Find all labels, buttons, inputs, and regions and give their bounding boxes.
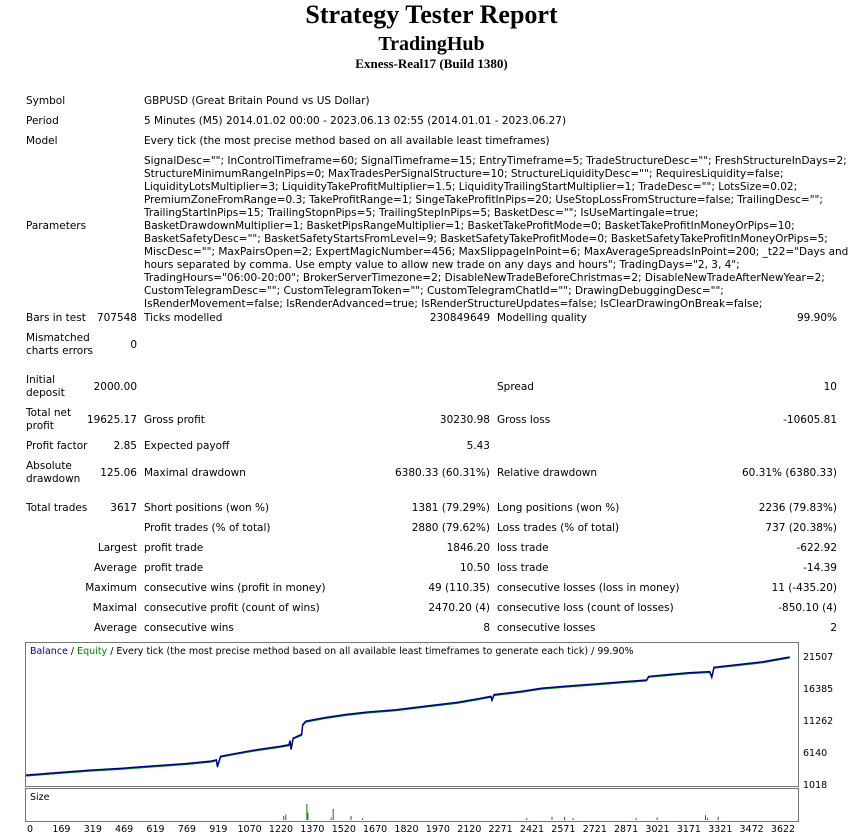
trades-label: Total trades — [26, 502, 88, 514]
size-chart-svg — [26, 789, 798, 821]
x-tick-18: 2721 — [582, 824, 607, 835]
period-value: 5 Minutes (M5) 2014.01.02 00:00 - 2023.06.13 02:55 (2014.01.01 - 2023.06.27) — [144, 115, 567, 127]
symbol-label: Symbol — [26, 95, 66, 107]
reldd-value: 60.31% (6380.33) — [742, 467, 837, 479]
x-tick-16: 2421 — [519, 824, 545, 835]
x-tick-17: 2571 — [551, 824, 576, 835]
y-tick-0: 21507 — [803, 652, 834, 663]
model-label: Model — [26, 135, 58, 147]
size-chart — [25, 788, 799, 822]
grossloss-label: Gross loss — [497, 414, 551, 426]
lt-label: Loss trades (% of total) — [497, 522, 620, 534]
average-label: Average — [93, 562, 137, 574]
mcp-label: consecutive profit (count of wins) — [144, 602, 320, 614]
alt-value: -14.39 — [803, 562, 837, 574]
lpt-label: profit trade — [144, 542, 204, 554]
x-tick-13: 1970 — [425, 824, 450, 835]
lpt-value: 1846.20 — [446, 542, 490, 554]
pf-value: 2.85 — [113, 440, 137, 452]
absdd-label-line1: Absolute — [26, 460, 72, 472]
legend-equity: Equity — [77, 646, 108, 657]
x-tick-11: 1670 — [363, 824, 388, 835]
absdd-value: 125.06 — [100, 467, 137, 479]
x-tick-24: 3622 — [770, 824, 796, 835]
netprofit-value: 19625.17 — [86, 414, 137, 426]
largest-label: Largest — [97, 542, 137, 554]
pt-value: 2880 (79.62%) — [411, 522, 490, 534]
mclc-value: -850.10 (4) — [778, 602, 837, 614]
short-label: Short positions (won %) — [144, 502, 270, 514]
report-title: Strategy Tester Report — [305, 0, 558, 29]
short-value: 1381 (79.29%) — [411, 502, 490, 514]
netprofit-label-line1: Total net — [26, 407, 72, 419]
expert-name: TradingHub — [378, 33, 485, 55]
grossprofit-value: 30230.98 — [439, 414, 490, 426]
average2-label: Average — [93, 622, 137, 634]
acl-value: 2 — [830, 622, 837, 634]
ticks-value: 230849649 — [429, 312, 490, 324]
ep-label: Expected payoff — [144, 440, 230, 452]
y-tick-2: 11262 — [803, 716, 834, 727]
mismatch-label-line1: Mismatched — [26, 332, 90, 344]
legend-description: / Every tick (the most precise method based on all available least timeframes to generate each tick) / 99.90% — [107, 646, 634, 657]
server-build: Exness-Real17 (Build 1380) — [355, 56, 508, 71]
x-tick-4: 619 — [146, 824, 165, 835]
acw-value: 8 — [483, 622, 490, 634]
mcp-value: 2470.20 (4) — [428, 602, 490, 614]
long-label: Long positions (won %) — [497, 502, 620, 514]
x-tick-10: 1520 — [331, 824, 356, 835]
maxdd-label: Maximal drawdown — [144, 467, 246, 479]
maximal-label: Maximal — [92, 602, 137, 614]
x-tick-22: 3321 — [708, 824, 733, 835]
long-value: 2236 (79.83%) — [758, 502, 837, 514]
x-tick-15: 2271 — [488, 824, 513, 835]
mcw-value: 49 (110.35) — [428, 582, 490, 594]
size-label: Size — [30, 792, 50, 803]
quality-label: Modelling quality — [497, 312, 587, 324]
mclc-label: consecutive loss (count of losses) — [497, 602, 674, 614]
alt-label: loss trade — [497, 562, 549, 574]
period-label: Period — [26, 115, 59, 127]
llt-label: loss trade — [497, 542, 549, 554]
x-tick-0: 0 — [26, 824, 34, 835]
acl-label: consecutive losses — [497, 622, 596, 634]
deposit-label-line1: Initial — [26, 374, 56, 386]
grossloss-value: -10605.81 — [783, 414, 837, 426]
mcl-value: 11 (-435.20) — [771, 582, 837, 594]
grossprofit-label: Gross profit — [144, 414, 205, 426]
x-tick-12: 1820 — [394, 824, 419, 835]
maximum-label: Maximum — [85, 582, 137, 594]
bars-label: Bars in test — [26, 312, 86, 324]
x-tick-8: 1220 — [268, 824, 294, 835]
apt-value: 10.50 — [459, 562, 490, 574]
netprofit-label-line2: profit — [26, 420, 54, 432]
lt-value: 737 (20.38%) — [765, 522, 837, 534]
y-tick-3: 6140 — [803, 748, 828, 759]
deposit-value: 2000.00 — [93, 381, 137, 393]
x-tick-6: 919 — [209, 824, 228, 835]
x-tick-3: 469 — [115, 824, 134, 835]
equity-line — [26, 658, 790, 776]
acw-label: consecutive wins — [144, 622, 234, 634]
x-tick-7: 1070 — [237, 824, 262, 835]
llt-value: -622.92 — [796, 542, 837, 554]
x-tick-23: 3472 — [739, 824, 764, 835]
legend-balance: Balance — [30, 646, 68, 657]
mcl-label: consecutive losses (loss in money) — [497, 582, 680, 594]
x-tick-1: 169 — [52, 824, 71, 835]
bars-value: 707548 — [96, 312, 137, 324]
y-tick-4: 1018 — [803, 780, 828, 791]
balance-chart-svg — [26, 643, 798, 786]
x-tick-5: 769 — [177, 824, 196, 835]
x-tick-21: 3171 — [676, 824, 701, 835]
parameters-label: Parameters — [26, 220, 87, 232]
absdd-label-line2: drawdown — [26, 473, 81, 485]
pf-label: Profit factor — [26, 440, 88, 452]
mcw-label: consecutive wins (profit in money) — [144, 582, 326, 594]
x-tick-20: 3021 — [645, 824, 670, 835]
apt-label: profit trade — [144, 562, 204, 574]
x-tick-19: 2871 — [614, 824, 639, 835]
ticks-label: Ticks modelled — [144, 312, 223, 324]
deposit-label-line2: deposit — [26, 387, 65, 399]
y-tick-1: 16385 — [803, 684, 834, 695]
pt-label: Profit trades (% of total) — [144, 522, 271, 534]
reldd-label: Relative drawdown — [497, 467, 598, 479]
balance-chart — [25, 642, 799, 787]
x-tick-14: 2120 — [457, 824, 482, 835]
spread-label: Spread — [497, 381, 534, 393]
x-tick-2: 319 — [83, 824, 102, 835]
mismatch-value: 0 — [130, 339, 137, 351]
maxdd-value: 6380.33 (60.31%) — [395, 467, 490, 479]
parameters-value: SignalDesc=""; InControlTimeframe=60; SignalTimeframe=15; EntryTimeframe=5; TradeStructureDesc=""; FreshStructureInDays=2; StructureMinimumRangeInPips=0; MaxTradesPerSignalStructure=10; StructureLiquidityDesc=""; RequiresLiquidity=false; LiquidityLotsMultiplier=3; LiquidityTakeProfitMultiplier=1.5; LiquidityTrailingStartMultiplier=1; TradeDesc=""; LotsSize=0.02; PremiumZoneFromRange=0.3; TakeProfitRange=1; SingeTakeProfitInPips=20; UseStopLossFromStructure=false; TrailingDesc=""; TrailingStartInPips=15; TrailingStopnPips=5; TrailingStepInPips=5; BasketDesc=""; IsUseMartingale=true; BasketDrawdownMultiplier=1; BasketPipsRangeMultiplier=1; BasketTakeProfitMode=0; BasketTakeProfitInMoneyOrPips=10; BasketSafetyDesc=""; BasketSafetyStartsFromLevel=9; BasketSafetyTakeProfitMode=0; BasketSafetyTakeProfitInMoneyOrPips=5; MiscDesc=""; MaxPairsOpen=2; ExpertMagicNumber=456; MaxSlippageInPoint=6; MaxAverageSpreadsInPoint=200; _t22="Days and hours separated by comma. Use empty value to allow new trade on any days and hours"; TradingDays="2, 3, 4"; TradingHours="06:00-20:00"; BrokerServerTimezone=2; DisableNewTradeBeforeChristmas=2; DisableNewTradeAfterNewYear=2; CustomTelegramDesc=""; CustomTelegramToken=""; CustomTelegramChatId=""; DrawingDebuggingDesc=""; IsRenderMovement=false; IsRenderAdvanced=true; IsRenderStructureUpdates=false; IsClearDrawingOnBreak=false; — [144, 155, 849, 310]
ep-value: 5.43 — [466, 440, 490, 452]
quality-value: 99.90% — [796, 312, 837, 324]
x-tick-9: 1370 — [300, 824, 325, 835]
symbol-value: GBPUSD (Great Britain Pound vs US Dollar) — [144, 95, 370, 107]
legend-separator: / — [67, 646, 78, 657]
mismatch-label-line2: charts errors — [26, 345, 93, 357]
spread-value: 10 — [823, 381, 837, 393]
trades-value: 3617 — [110, 502, 137, 514]
model-value: Every tick (the most precise method based on all available least timeframes) — [144, 135, 550, 147]
